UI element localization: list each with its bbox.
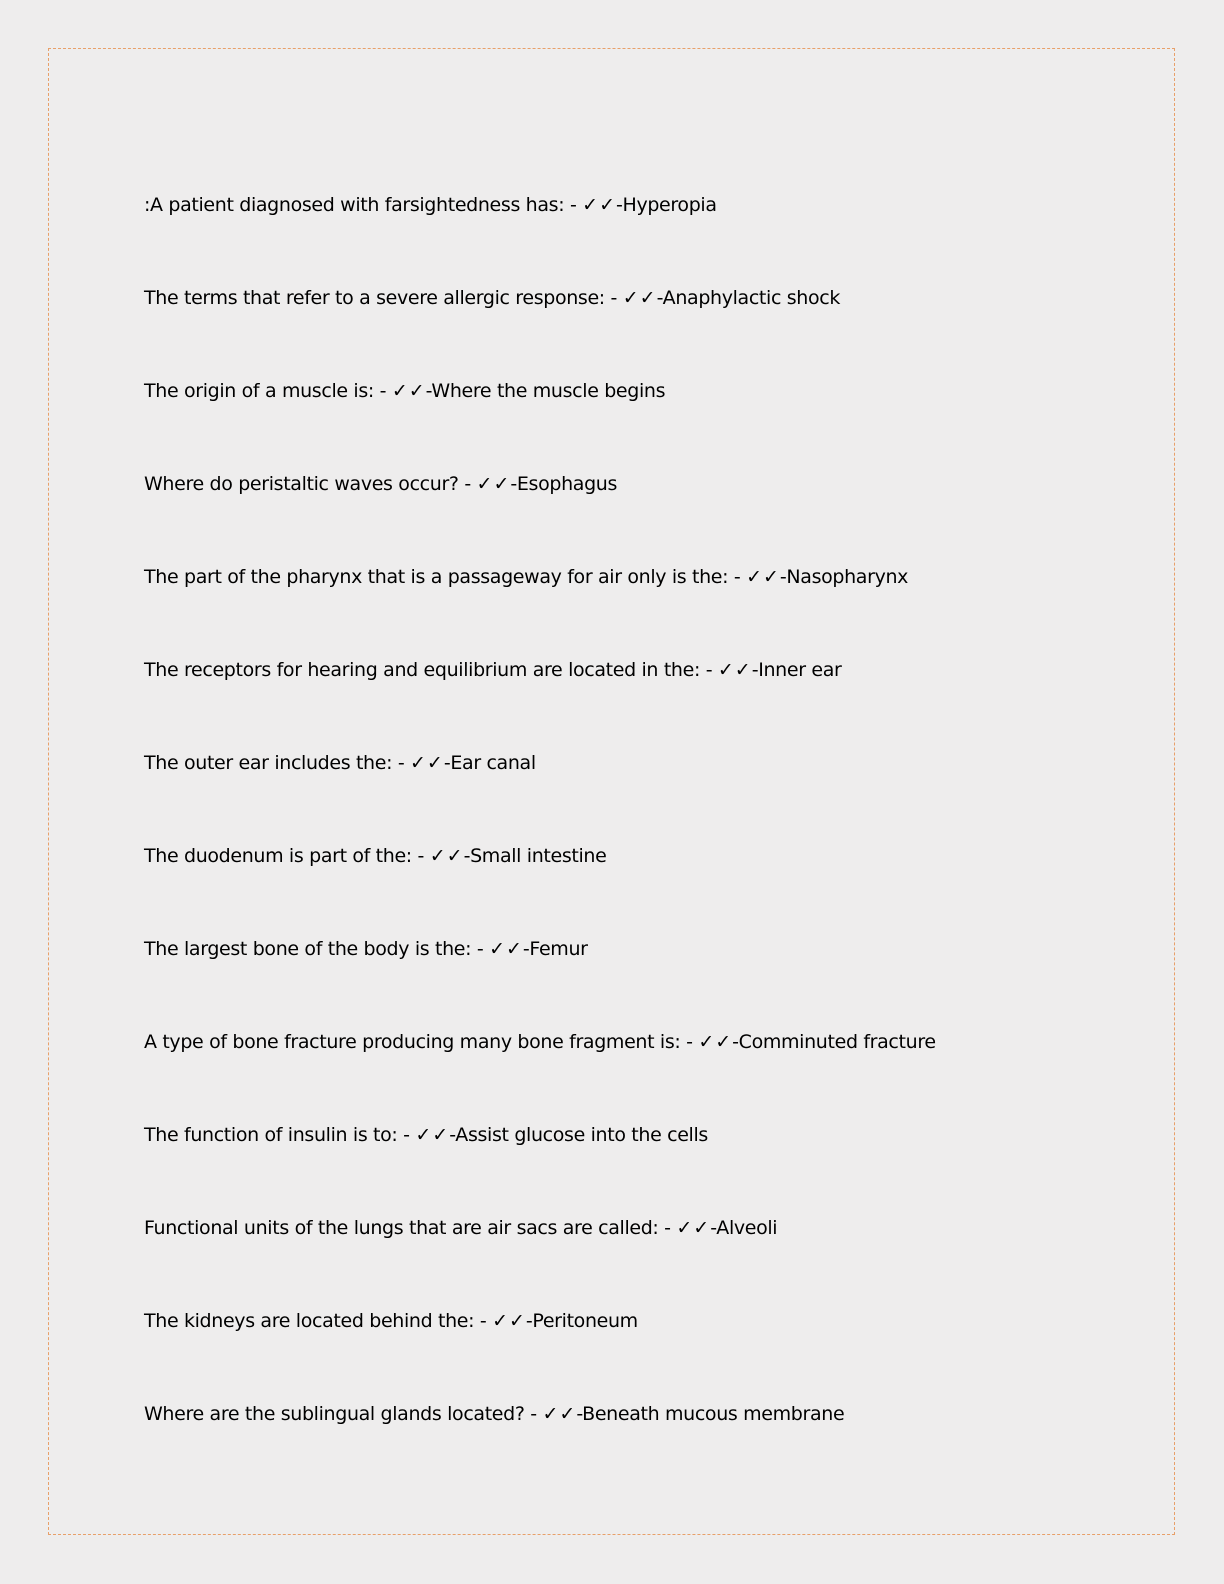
qa-item [144,841,1144,934]
question-text: A type of bone fracture producing many bone fragment is: - [144,1031,699,1053]
qa-item [144,1306,1144,1399]
qa-item [144,190,1144,283]
qa-item [144,562,1144,655]
answer-text: -Nasopharynx [779,566,909,588]
qa-item [144,1027,1144,1120]
double-check-icon: ✓✓ [582,194,616,216]
question-text: The receptors for hearing and equilibrium are located in the: - [144,659,718,681]
double-check-icon: ✓✓ [622,287,657,309]
double-check-icon: ✓✓ [489,938,523,960]
question-text: The outer ear includes the: - [144,752,411,774]
qa-item [144,469,1144,562]
question-text: Functional units of the lungs that are air sacs are called: - [144,1217,677,1239]
double-check-icon: ✓✓ [492,1310,526,1332]
answer-text: -Where the muscle begins [425,380,666,402]
double-check-icon: ✓✓ [410,752,444,774]
answer-text: -Beneath mucous membrane [576,1403,845,1425]
qa-item [144,748,1144,841]
double-check-icon: ✓✓ [698,1031,733,1053]
double-check-icon: ✓✓ [415,1124,450,1146]
question-text: The origin of a muscle is: - [144,380,392,402]
double-check-icon: ✓✓ [476,473,511,495]
double-check-icon: ✓✓ [391,380,426,402]
double-check-icon: ✓✓ [717,659,752,681]
question-text: :A patient diagnosed with farsightedness has: - [144,194,583,216]
question-text: The function of insulin is to: - [144,1124,416,1146]
question-text: Where do peristaltic waves occur? - [144,473,477,495]
double-check-icon: ✓✓ [746,566,780,588]
answer-text: -Inner ear [751,659,842,681]
answer-text: -Anaphylactic shock [656,287,841,309]
question-text: The part of the pharynx that is a passageway for air only is the: - [144,566,747,588]
question-text: Where are the sublingual glands located? - [144,1403,543,1425]
answer-text: -Femur [522,938,588,960]
answer-text: -Esophagus [510,473,618,495]
answer-text: -Peritoneum [525,1310,638,1332]
answer-text: -Small intestine [463,845,607,867]
answer-text: -Comminuted fracture [732,1031,936,1053]
question-text: The largest bone of the body is the: - [144,938,490,960]
answer-text: -Hyperopia [616,194,717,216]
qa-item [144,1213,1144,1306]
double-check-icon: ✓✓ [676,1217,711,1239]
answer-text: -Alveoli [710,1217,778,1239]
answer-text: -Ear canal [443,752,536,774]
question-text: The duodenum is part of the: - [144,845,430,867]
qa-item [144,1120,1144,1213]
qa-item [144,376,1144,469]
qa-item [144,1399,1144,1492]
qa-item [144,283,1144,376]
question-text: The terms that refer to a severe allergic response: - [144,287,623,309]
double-check-icon: ✓✓ [542,1403,577,1425]
answer-text: -Assist glucose into the cells [449,1124,708,1146]
qa-item [144,655,1144,748]
double-check-icon: ✓✓ [429,845,464,867]
question-text: The kidneys are located behind the: - [144,1310,493,1332]
qa-item [144,934,1144,1027]
question-answer-list [144,190,1144,1492]
